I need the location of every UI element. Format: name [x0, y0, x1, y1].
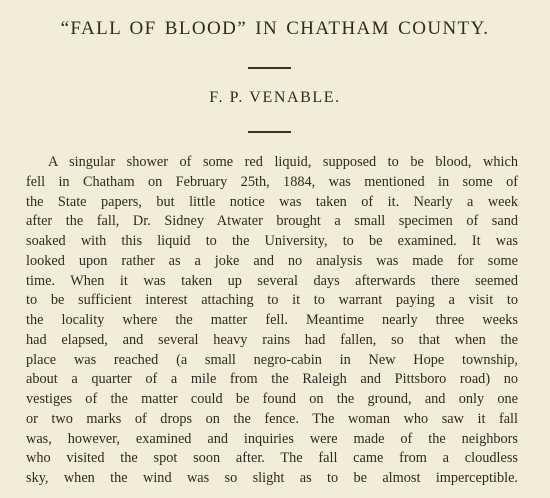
body-line: soaked with this liquid to the University, to be examined. It was: [26, 233, 518, 249]
body-line: sky, when the wind was so slight as to be almost imperceptible.: [26, 470, 518, 486]
body-line: looked upon rather as a joke and no analysis was made for some: [26, 252, 518, 269]
body-line: about a quarter of a mile from the Raleigh and Pittsboro road) no: [26, 371, 518, 388]
body-line: was, however, examined and inquiries were made of the neighbors: [26, 430, 518, 447]
body-line: time. When it was taken up several days afterwards there seemed: [26, 272, 518, 289]
body-line: the State papers, but little notice was taken of it. Nearly a week: [26, 193, 518, 210]
body-line: place was reached (a small negro-cabin in New Hope township,: [26, 351, 518, 368]
title-divider: [248, 67, 291, 69]
body-line: or two marks of drops on the fence. The woman who saw it fall: [26, 410, 518, 427]
body-line: had elapsed, and several heavy rains had fallen, so that when the: [26, 331, 518, 348]
body-line: vestiges of the matter could be found on the ground, and only one: [26, 391, 518, 407]
body-line: who visited the spot soon after. The fall came from a cloudless: [26, 450, 518, 467]
article-body: [26, 153, 518, 489]
author-divider: [248, 131, 291, 133]
body-line: the locality where the matter fell. Meantime nearly three weeks: [26, 312, 518, 328]
body-line: to be sufficient interest attaching to it to warrant paying a visit to: [26, 292, 518, 309]
article-author: F. P. VENABLE.: [209, 89, 341, 106]
body-line: after the fall, Dr. Sidney Atwater brought a small specimen of sand: [26, 213, 518, 230]
body-line: fell in Chatham on February 25th, 1884, was mentioned in some of: [26, 173, 518, 190]
article-title: “FALL OF BLOOD” IN CHATHAM COUNTY.: [60, 18, 490, 39]
body-line: A singular shower of some red liquid, supposed to be blood, which: [48, 154, 518, 170]
